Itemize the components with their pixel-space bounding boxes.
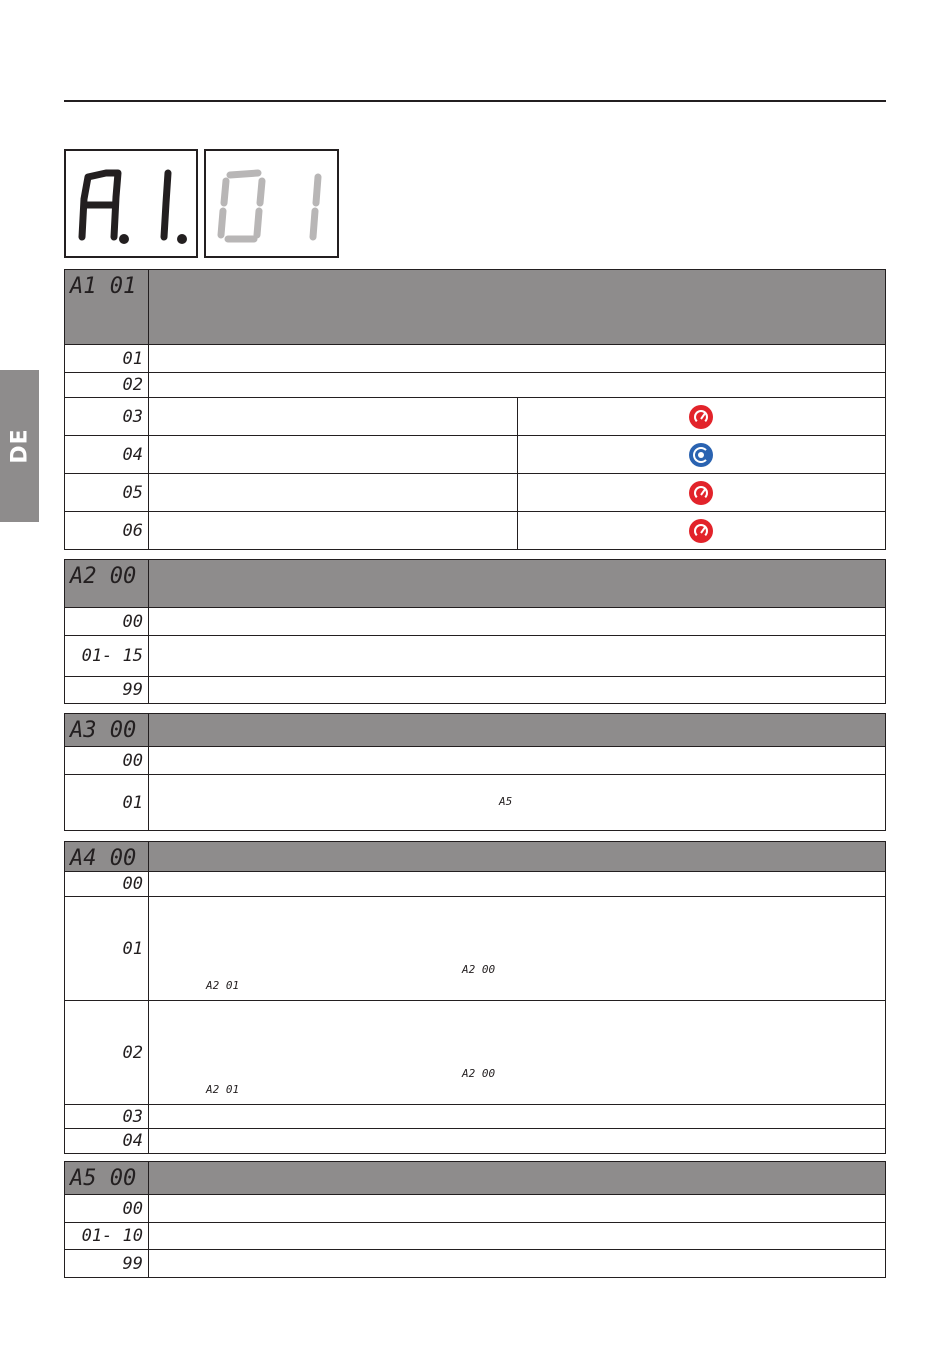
row-code: 02 <box>65 373 149 398</box>
table-row <box>65 373 886 398</box>
top-rule <box>64 100 886 102</box>
section-description <box>149 270 886 345</box>
row-description <box>149 398 518 436</box>
row-code: 00 <box>65 608 149 636</box>
table-row <box>65 872 886 897</box>
section-description <box>149 842 886 872</box>
section-code: A4 00 <box>65 842 149 872</box>
table-row <box>65 747 886 775</box>
table-header-a1 <box>65 270 886 345</box>
table-row <box>65 897 886 1001</box>
row-description <box>149 747 886 775</box>
cycle-icon <box>689 443 713 467</box>
row-icon-cell <box>517 512 886 550</box>
row-icon-cell <box>517 474 886 512</box>
display-right <box>204 149 339 258</box>
row-code: 03 <box>65 398 149 436</box>
row-code: 01- 15 <box>65 636 149 677</box>
table-row <box>65 636 886 677</box>
inline-code: A2 01 <box>206 979 240 992</box>
row-description <box>149 1105 886 1129</box>
table-header-a5 <box>65 1162 886 1195</box>
row-code: 03 <box>65 1105 149 1129</box>
table-row <box>65 345 886 373</box>
row-code: 99 <box>65 1250 149 1278</box>
section-description <box>149 560 886 608</box>
row-code: 99 <box>65 677 149 704</box>
row-description <box>149 436 518 474</box>
row-description <box>149 512 518 550</box>
table-row <box>65 1129 886 1154</box>
row-code: 00 <box>65 1195 149 1223</box>
table-header-a3 <box>65 714 886 747</box>
table-row <box>65 1195 886 1223</box>
row-description <box>149 1129 886 1154</box>
speedometer-icon <box>689 519 713 543</box>
row-code: 00 <box>65 872 149 897</box>
inline-code: A2 00 <box>462 963 496 976</box>
table-a5 <box>64 1161 886 1278</box>
section-description <box>149 1162 886 1195</box>
row-code: 01 <box>65 897 149 1001</box>
table-a2 <box>64 559 886 704</box>
seven-segment-left <box>66 151 200 260</box>
table-a4 <box>64 841 886 1154</box>
language-tab-label: DE <box>7 428 32 464</box>
table-a1 <box>64 269 886 550</box>
row-icon-cell <box>517 436 886 474</box>
row-description <box>149 1223 886 1250</box>
display-left <box>64 149 198 258</box>
row-description <box>149 373 886 398</box>
row-code: 04 <box>65 1129 149 1154</box>
table-row <box>65 474 886 512</box>
speedometer-icon <box>689 481 713 505</box>
seven-segment-right <box>206 151 341 260</box>
inline-code: A2 00 <box>462 1067 496 1080</box>
section-code: A3 00 <box>65 714 149 747</box>
row-code: 06 <box>65 512 149 550</box>
row-code: 00 <box>65 747 149 775</box>
row-description <box>149 636 886 677</box>
section-code: A1 01 <box>65 270 149 345</box>
row-description <box>149 474 518 512</box>
row-description <box>149 775 886 831</box>
table-header-a2 <box>65 560 886 608</box>
row-description <box>149 608 886 636</box>
table-row <box>65 512 886 550</box>
table-row <box>65 398 886 436</box>
row-code: 01- 10 <box>65 1223 149 1250</box>
row-icon-cell <box>517 398 886 436</box>
inline-code: A2 01 <box>206 1083 240 1096</box>
table-row <box>65 1250 886 1278</box>
section-description <box>149 714 886 747</box>
row-description <box>149 1250 886 1278</box>
row-description <box>149 1001 886 1105</box>
table-row <box>65 677 886 704</box>
row-description <box>149 897 886 1001</box>
table-row <box>65 1223 886 1250</box>
row-description <box>149 677 886 704</box>
row-code: 02 <box>65 1001 149 1105</box>
row-code: 01 <box>65 775 149 831</box>
row-code: 05 <box>65 474 149 512</box>
section-code: A2 00 <box>65 560 149 608</box>
table-row <box>65 775 886 831</box>
row-code: 04 <box>65 436 149 474</box>
section-code: A5 00 <box>65 1162 149 1195</box>
row-description <box>149 1195 886 1223</box>
table-row <box>65 1105 886 1129</box>
speedometer-icon <box>689 405 713 429</box>
table-row <box>65 1001 886 1105</box>
row-code: 01 <box>65 345 149 373</box>
table-header-a4 <box>65 842 886 872</box>
inline-code: A5 <box>499 795 513 808</box>
row-description <box>149 872 886 897</box>
table-row <box>65 608 886 636</box>
table-row <box>65 436 886 474</box>
row-description <box>149 345 886 373</box>
language-tab <box>0 370 39 522</box>
table-a3 <box>64 713 886 831</box>
